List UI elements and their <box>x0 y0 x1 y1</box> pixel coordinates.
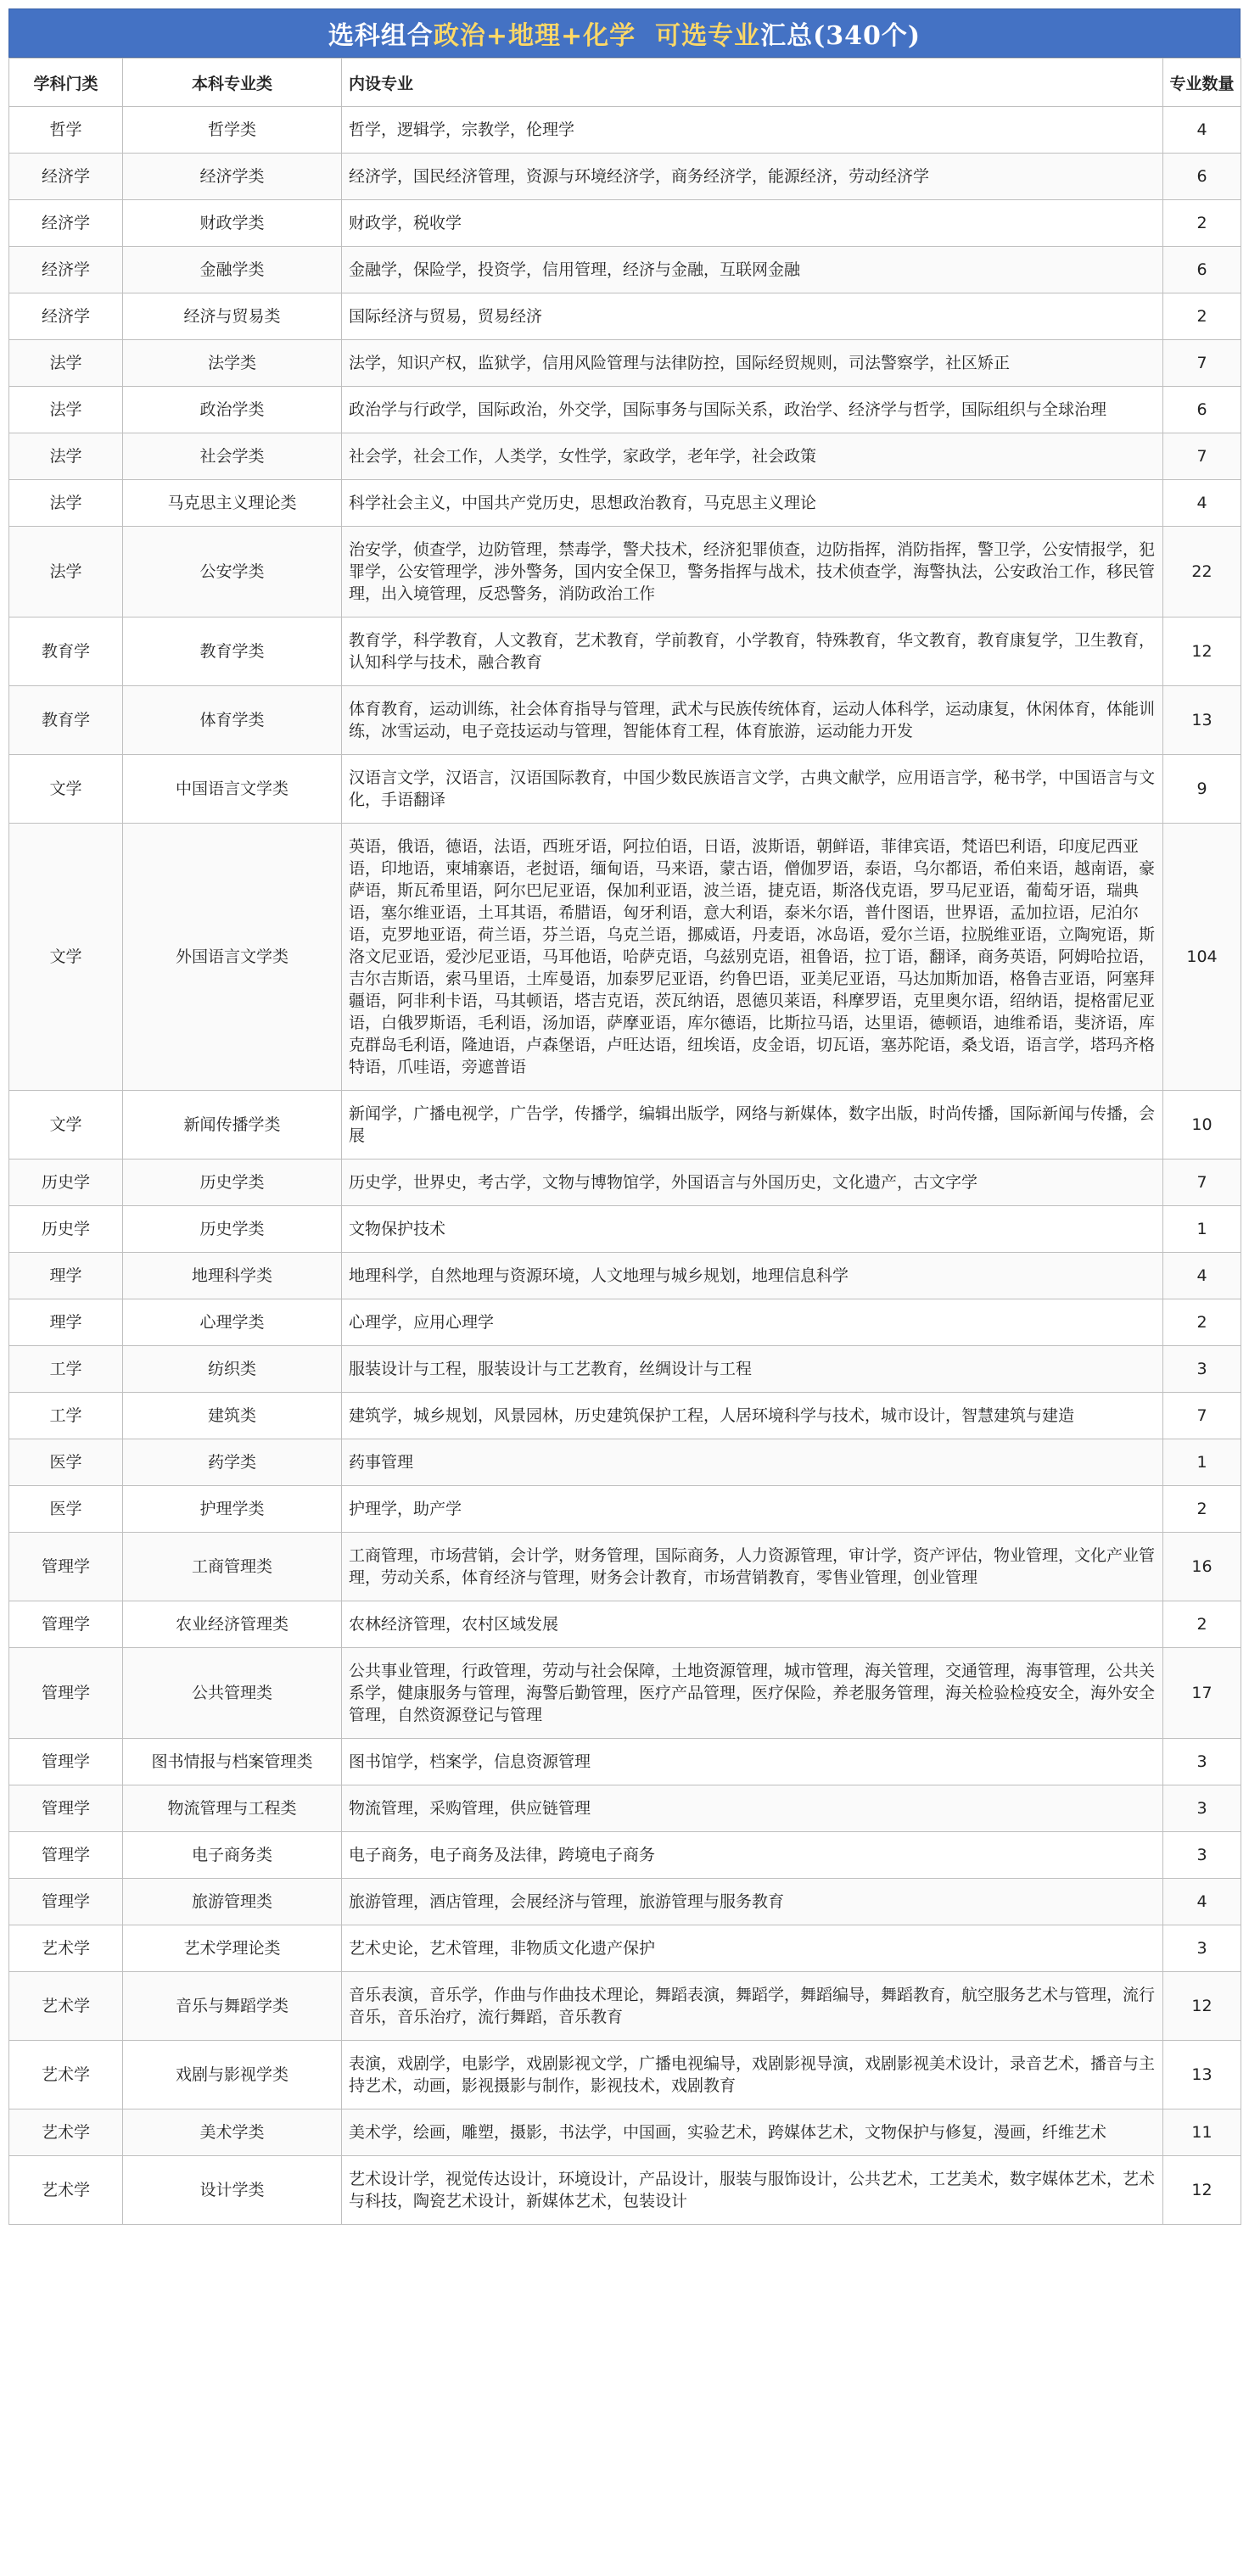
table-row <box>9 2156 1241 2225</box>
cell-category: 工学 <box>9 1393 123 1439</box>
table-row <box>9 433 1241 480</box>
table-row <box>9 480 1241 527</box>
cell-class: 外国语言文学类 <box>123 824 342 1091</box>
cell-class: 电子商务类 <box>123 1832 342 1879</box>
cell-category: 教育学 <box>9 617 123 686</box>
cell-category: 历史学 <box>9 1206 123 1253</box>
cell-count: 7 <box>1163 1159 1241 1206</box>
cell-majors: 物流管理，采购管理，供应链管理 <box>342 1785 1163 1832</box>
table-row <box>9 247 1241 293</box>
table-row <box>9 1648 1241 1739</box>
cell-class: 纺织类 <box>123 1346 342 1393</box>
table-row <box>9 1253 1241 1299</box>
cell-majors: 金融学，保险学，投资学，信用管理，经济与金融，互联网金融 <box>342 247 1163 293</box>
table-row <box>9 154 1241 200</box>
cell-majors: 哲学，逻辑学，宗教学，伦理学 <box>342 107 1163 154</box>
table-row <box>9 1972 1241 2041</box>
cell-category: 艺术学 <box>9 2109 123 2156</box>
cell-count: 2 <box>1163 200 1241 247</box>
cell-category: 管理学 <box>9 1533 123 1601</box>
title-bar <box>8 8 1241 58</box>
cell-majors: 表演，戏剧学，电影学，戏剧影视文学，广播电视编导，戏剧影视导演，戏剧影视美术设计，录音艺术，播音与主持艺术，动画，影视摄影与制作，影视技术，戏剧教育 <box>342 2041 1163 2109</box>
cell-category: 管理学 <box>9 1785 123 1832</box>
table-row <box>9 2109 1241 2156</box>
cell-count: 11 <box>1163 2109 1241 2156</box>
cell-class: 护理学类 <box>123 1486 342 1533</box>
cell-category: 医学 <box>9 1439 123 1486</box>
cell-class: 经济与贸易类 <box>123 293 342 340</box>
cell-count: 2 <box>1163 1299 1241 1346</box>
cell-class: 药学类 <box>123 1439 342 1486</box>
cell-category: 艺术学 <box>9 1925 123 1972</box>
cell-count: 4 <box>1163 1879 1241 1925</box>
cell-class: 哲学类 <box>123 107 342 154</box>
cell-category: 理学 <box>9 1253 123 1299</box>
cell-category: 经济学 <box>9 200 123 247</box>
cell-count: 10 <box>1163 1091 1241 1159</box>
cell-class: 建筑类 <box>123 1393 342 1439</box>
cell-count: 2 <box>1163 1486 1241 1533</box>
cell-majors: 教育学，科学教育，人文教育，艺术教育，学前教育，小学教育，特殊教育，华文教育，教育康复学，卫生教育，认知科学与技术，融合教育 <box>342 617 1163 686</box>
page-title <box>328 14 921 52</box>
cell-category: 法学 <box>9 387 123 433</box>
cell-class: 社会学类 <box>123 433 342 480</box>
cell-count: 3 <box>1163 1832 1241 1879</box>
cell-category: 管理学 <box>9 1739 123 1785</box>
table-row <box>9 1091 1241 1159</box>
cell-count: 1 <box>1163 1439 1241 1486</box>
cell-category: 法学 <box>9 480 123 527</box>
cell-majors: 图书馆学，档案学，信息资源管理 <box>342 1739 1163 1785</box>
header-category: 学科门类 <box>9 59 123 107</box>
cell-count: 1 <box>1163 1206 1241 1253</box>
header-class: 本科专业类 <box>123 59 342 107</box>
cell-count: 17 <box>1163 1648 1241 1739</box>
cell-category: 工学 <box>9 1346 123 1393</box>
cell-category: 艺术学 <box>9 2041 123 2109</box>
table-row <box>9 387 1241 433</box>
cell-category: 经济学 <box>9 247 123 293</box>
cell-class: 财政学类 <box>123 200 342 247</box>
table-row <box>9 1299 1241 1346</box>
cell-count: 4 <box>1163 1253 1241 1299</box>
cell-majors: 国际经济与贸易，贸易经济 <box>342 293 1163 340</box>
cell-majors: 音乐表演，音乐学，作曲与作曲技术理论，舞蹈表演，舞蹈学，舞蹈编导，舞蹈教育，航空服务艺术与管理，流行音乐，音乐治疗，流行舞蹈，音乐教育 <box>342 1972 1163 2041</box>
cell-class: 历史学类 <box>123 1159 342 1206</box>
table-row <box>9 1206 1241 1253</box>
cell-category: 教育学 <box>9 686 123 755</box>
cell-majors: 心理学，应用心理学 <box>342 1299 1163 1346</box>
table-row <box>9 1785 1241 1832</box>
cell-majors: 地理科学，自然地理与资源环境，人文地理与城乡规划，地理信息科学 <box>342 1253 1163 1299</box>
cell-majors: 财政学，税收学 <box>342 200 1163 247</box>
cell-class: 地理科学类 <box>123 1253 342 1299</box>
cell-count: 7 <box>1163 340 1241 387</box>
cell-count: 3 <box>1163 1925 1241 1972</box>
cell-count: 6 <box>1163 154 1241 200</box>
title-subjects: 政治+地理+化学 <box>433 21 636 51</box>
cell-count: 2 <box>1163 1601 1241 1648</box>
table-row <box>9 1925 1241 1972</box>
table-row <box>9 293 1241 340</box>
cell-category: 文学 <box>9 824 123 1091</box>
cell-category: 艺术学 <box>9 2156 123 2225</box>
table-row <box>9 1486 1241 1533</box>
cell-class: 中国语言文学类 <box>123 755 342 824</box>
cell-class: 艺术学理论类 <box>123 1925 342 1972</box>
cell-class: 工商管理类 <box>123 1533 342 1601</box>
table-row <box>9 2041 1241 2109</box>
cell-category: 管理学 <box>9 1601 123 1648</box>
table-row <box>9 107 1241 154</box>
cell-count: 16 <box>1163 1533 1241 1601</box>
table-row <box>9 686 1241 755</box>
cell-class: 公共管理类 <box>123 1648 342 1739</box>
cell-class: 图书情报与档案管理类 <box>123 1739 342 1785</box>
cell-majors: 英语，俄语，德语，法语，西班牙语，阿拉伯语，日语，波斯语，朝鲜语，菲律宾语，梵语巴利语，印度尼西亚语，印地语，柬埔寨语，老挝语，缅甸语，马来语，蒙古语，僧伽罗语，泰语，乌尔都语，希伯来语，越南语，豪萨语，斯瓦希里语，阿尔巴尼亚语，保加利亚语，波兰语，捷克语，斯洛伐克语，罗马尼亚语，葡萄牙语，瑞典语，塞尔维亚语，土耳其语，希腊语，匈牙利语，意大利语，泰米尔语，普什图语，世界语，孟加拉语，尼泊尔语，克罗地亚语，荷兰语，芬兰语，乌克兰语，挪威语，丹麦语，冰岛语，爱尔兰语，拉脱维亚语，立陶宛语，斯洛文尼亚语，爱沙尼亚语，马耳他语，哈萨克语，乌兹别克语，祖鲁语，拉丁语，翻译，商务英语，阿姆哈拉语，吉尔吉斯语，索马里语，土库曼语，加泰罗尼亚语，约鲁巴语，亚美尼亚语，马达加斯加语，格鲁吉亚语，阿塞拜疆语，阿非利卡语，马其顿语，塔吉克语，茨瓦纳语，恩德贝莱语，科摩罗语，克里奥尔语，绍纳语，提格雷尼亚语，白俄罗斯语，毛利语，汤加语，萨摩亚语，库尔德语，比斯拉马语，达里语，德顿语，迪维希语，斐济语，库克群岛毛利语，隆迪语，卢森堡语，卢旺达语，纽埃语，皮金语，切瓦语，塞苏陀语，桑戈语，语言学，塔玛齐格特语，爪哇语，旁遮普语 <box>342 824 1163 1091</box>
cell-category: 医学 <box>9 1486 123 1533</box>
cell-category: 管理学 <box>9 1832 123 1879</box>
table-body <box>9 107 1241 2225</box>
cell-count: 3 <box>1163 1739 1241 1785</box>
cell-count: 22 <box>1163 527 1241 617</box>
cell-majors: 科学社会主义，中国共产党历史，思想政治教育，马克思主义理论 <box>342 480 1163 527</box>
table-row <box>9 1601 1241 1648</box>
cell-category: 管理学 <box>9 1648 123 1739</box>
cell-majors: 电子商务，电子商务及法律，跨境电子商务 <box>342 1832 1163 1879</box>
cell-class: 音乐与舞蹈学类 <box>123 1972 342 2041</box>
cell-majors: 护理学，助产学 <box>342 1486 1163 1533</box>
cell-category: 艺术学 <box>9 1972 123 2041</box>
cell-category: 历史学 <box>9 1159 123 1206</box>
table-row <box>9 1346 1241 1393</box>
cell-class: 体育学类 <box>123 686 342 755</box>
cell-majors: 服装设计与工程，服装设计与工艺教育，丝绸设计与工程 <box>342 1346 1163 1393</box>
cell-class: 马克思主义理论类 <box>123 480 342 527</box>
cell-category: 法学 <box>9 433 123 480</box>
cell-majors: 艺术史论，艺术管理，非物质文化遗产保护 <box>342 1925 1163 1972</box>
table-row <box>9 824 1241 1091</box>
cell-majors: 汉语言文学，汉语言，汉语国际教育，中国少数民族语言文学，古典文献学，应用语言学，秘书学，中国语言与文化，手语翻译 <box>342 755 1163 824</box>
cell-count: 6 <box>1163 247 1241 293</box>
cell-category: 经济学 <box>9 154 123 200</box>
table-row <box>9 1739 1241 1785</box>
cell-count: 6 <box>1163 387 1241 433</box>
cell-category: 经济学 <box>9 293 123 340</box>
cell-category: 法学 <box>9 527 123 617</box>
table-row <box>9 200 1241 247</box>
cell-count: 3 <box>1163 1785 1241 1832</box>
cell-class: 心理学类 <box>123 1299 342 1346</box>
cell-majors: 体育教育，运动训练，社会体育指导与管理，武术与民族传统体育，运动人体科学，运动康复，休闲体育，体能训练，冰雪运动，电子竞技运动与管理，智能体育工程，体育旅游，运动能力开发 <box>342 686 1163 755</box>
cell-majors: 法学，知识产权，监狱学，信用风险管理与法律防控，国际经贸规则，司法警察学，社区矫正 <box>342 340 1163 387</box>
cell-category: 哲学 <box>9 107 123 154</box>
cell-majors: 新闻学，广播电视学，广告学，传播学，编辑出版学，网络与新媒体，数字出版，时尚传播，国际新闻与传播，会展 <box>342 1091 1163 1159</box>
table-row <box>9 527 1241 617</box>
cell-count: 4 <box>1163 107 1241 154</box>
cell-class: 物流管理与工程类 <box>123 1785 342 1832</box>
cell-majors: 文物保护技术 <box>342 1206 1163 1253</box>
cell-class: 历史学类 <box>123 1206 342 1253</box>
cell-majors: 旅游管理，酒店管理，会展经济与管理，旅游管理与服务教育 <box>342 1879 1163 1925</box>
title-prefix: 选科组合 <box>328 21 434 51</box>
cell-majors: 公共事业管理，行政管理，劳动与社会保障，土地资源管理，城市管理，海关管理，交通管理，海事管理，公共关系学，健康服务与管理，海警后勤管理，医疗产品管理，医疗保险，养老服务管理，海关检验检疫安全，海外安全管理，自然资源登记与管理 <box>342 1648 1163 1739</box>
table-row <box>9 1393 1241 1439</box>
header-count: 专业数量 <box>1163 59 1241 107</box>
title-middle: 可选专业 <box>655 21 761 51</box>
cell-class: 戏剧与影视学类 <box>123 2041 342 2109</box>
cell-count: 13 <box>1163 2041 1241 2109</box>
cell-count: 12 <box>1163 617 1241 686</box>
cell-class: 设计学类 <box>123 2156 342 2225</box>
cell-class: 新闻传播学类 <box>123 1091 342 1159</box>
table-row <box>9 1832 1241 1879</box>
cell-class: 教育学类 <box>123 617 342 686</box>
cell-majors: 经济学，国民经济管理，资源与环境经济学，商务经济学，能源经济，劳动经济学 <box>342 154 1163 200</box>
cell-count: 104 <box>1163 824 1241 1091</box>
cell-category: 理学 <box>9 1299 123 1346</box>
cell-class: 公安学类 <box>123 527 342 617</box>
cell-count: 3 <box>1163 1346 1241 1393</box>
cell-count: 9 <box>1163 755 1241 824</box>
cell-count: 7 <box>1163 1393 1241 1439</box>
table-row <box>9 1879 1241 1925</box>
cell-count: 4 <box>1163 480 1241 527</box>
cell-class: 金融学类 <box>123 247 342 293</box>
title-suffix: 汇总(340个) <box>760 21 921 51</box>
table-row <box>9 1159 1241 1206</box>
cell-majors: 农林经济管理，农村区域发展 <box>342 1601 1163 1648</box>
cell-class: 旅游管理类 <box>123 1879 342 1925</box>
table-row <box>9 617 1241 686</box>
majors-table <box>8 58 1241 2225</box>
cell-majors: 艺术设计学，视觉传达设计，环境设计，产品设计，服装与服饰设计，公共艺术，工艺美术，数字媒体艺术，艺术与科技，陶瓷艺术设计，新媒体艺术，包装设计 <box>342 2156 1163 2225</box>
cell-count: 12 <box>1163 1972 1241 2041</box>
table-row <box>9 1439 1241 1486</box>
cell-class: 政治学类 <box>123 387 342 433</box>
cell-majors: 建筑学，城乡规划，风景园林，历史建筑保护工程，人居环境科学与技术，城市设计，智慧建筑与建造 <box>342 1393 1163 1439</box>
cell-majors: 药事管理 <box>342 1439 1163 1486</box>
cell-category: 管理学 <box>9 1879 123 1925</box>
cell-count: 12 <box>1163 2156 1241 2225</box>
cell-count: 13 <box>1163 686 1241 755</box>
cell-count: 2 <box>1163 293 1241 340</box>
cell-class: 农业经济管理类 <box>123 1601 342 1648</box>
cell-category: 文学 <box>9 755 123 824</box>
cell-class: 美术学类 <box>123 2109 342 2156</box>
cell-majors: 政治学与行政学，国际政治，外交学，国际事务与国际关系，政治学、经济学与哲学，国际组织与全球治理 <box>342 387 1163 433</box>
cell-majors: 历史学，世界史，考古学，文物与博物馆学，外国语言与外国历史，文化遗产，古文字学 <box>342 1159 1163 1206</box>
cell-majors: 工商管理，市场营销，会计学，财务管理，国际商务，人力资源管理，审计学，资产评估，物业管理，文化产业管理，劳动关系，体育经济与管理，财务会计教育，市场营销教育，零售业管理，创业管理 <box>342 1533 1163 1601</box>
header-row <box>9 59 1241 107</box>
table-row <box>9 340 1241 387</box>
header-majors: 内设专业 <box>342 59 1163 107</box>
cell-majors: 美术学，绘画，雕塑，摄影，书法学，中国画，实验艺术，跨媒体艺术，文物保护与修复，漫画，纤维艺术 <box>342 2109 1163 2156</box>
cell-category: 文学 <box>9 1091 123 1159</box>
cell-majors: 治安学，侦查学，边防管理，禁毒学，警犬技术，经济犯罪侦查，边防指挥，消防指挥，警卫学，公安情报学，犯罪学，公安管理学，涉外警务，国内安全保卫，警务指挥与战术，技术侦查学，海警执法，公安政治工作，移民管理，出入境管理，反恐警务，消防政治工作 <box>342 527 1163 617</box>
cell-category: 法学 <box>9 340 123 387</box>
cell-class: 法学类 <box>123 340 342 387</box>
page <box>8 8 1241 2225</box>
table-row <box>9 755 1241 824</box>
cell-majors: 社会学，社会工作，人类学，女性学，家政学，老年学，社会政策 <box>342 433 1163 480</box>
table-row <box>9 1533 1241 1601</box>
cell-count: 7 <box>1163 433 1241 480</box>
cell-class: 经济学类 <box>123 154 342 200</box>
